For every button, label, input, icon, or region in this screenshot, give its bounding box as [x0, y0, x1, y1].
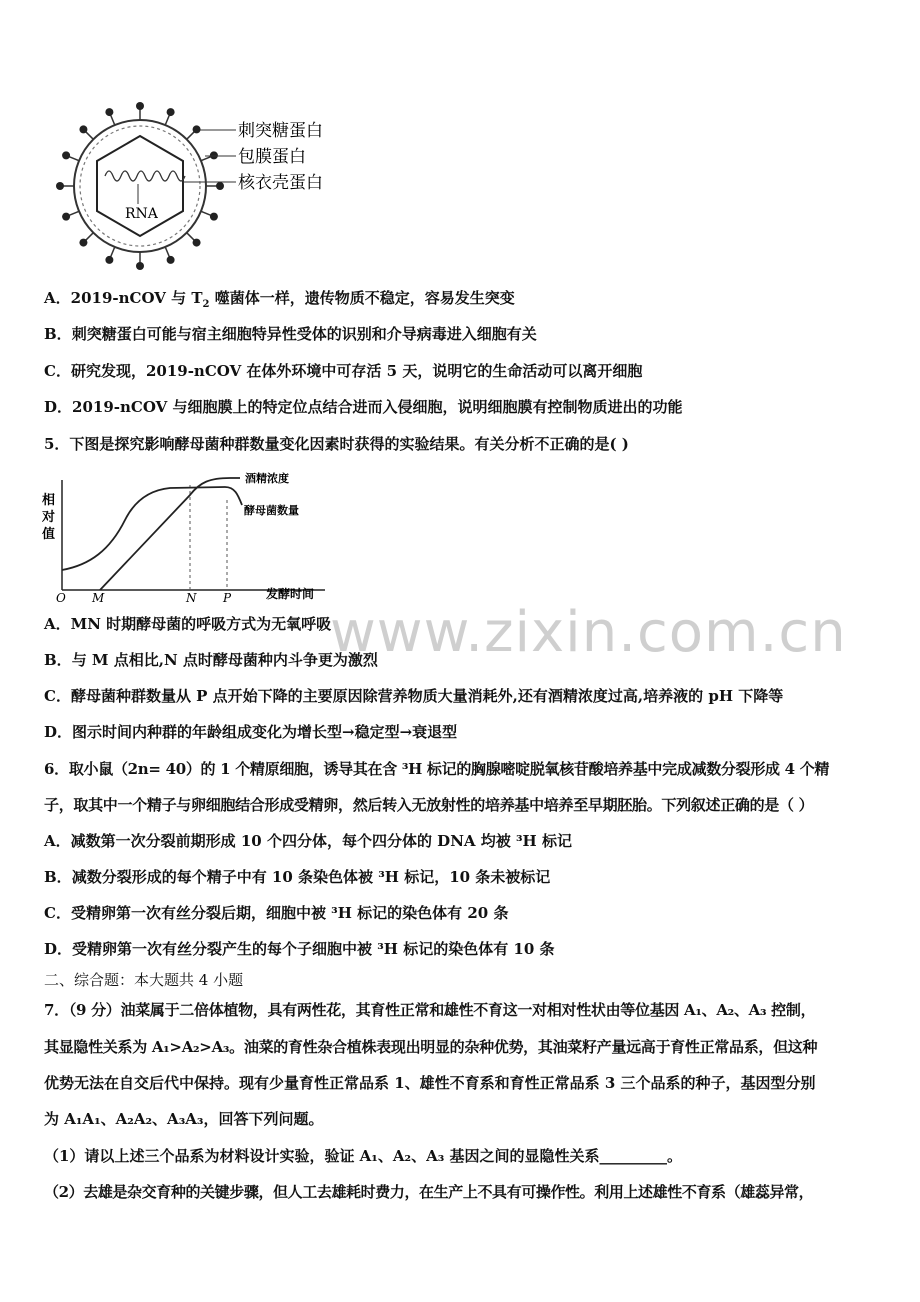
spike-head: [193, 239, 201, 247]
tick-p: P: [223, 591, 232, 605]
q4-option-c: C．研究发现，2019-nCOV 在体外环境中可存活 5 天，说明它的生命活动可以离开细胞: [44, 362, 643, 380]
q5-option-d: D．图示时间内种群的年龄组成变化为增长型→稳定型→衰退型: [44, 723, 458, 741]
q7-subquestion-1: （1）请以上述三个品系为材料设计实验，验证 A₁、A₂、A₃ 基因之间的显隐性关系_________。: [44, 1147, 683, 1165]
q6-option-b: B．减数分裂形成的每个精子中有 10 条染色体被 ³H 标记，10 条未被标记: [44, 868, 551, 886]
spike-head: [105, 108, 113, 116]
y-label-2: 对: [42, 510, 56, 525]
spike-head: [136, 262, 144, 270]
spike-head: [210, 213, 218, 221]
series-alcohol: [100, 478, 240, 590]
spike-head: [193, 125, 201, 133]
tick-m: M: [92, 591, 105, 605]
legend-yeast: 酵母菌数量: [244, 504, 299, 517]
q6-option-a: A．减数第一次分裂前期形成 10 个四分体，每个四分体的 DNA 均被 ³H 标记: [44, 832, 572, 850]
rna-coil: [105, 171, 185, 181]
q6-option-d: D．受精卵第一次有丝分裂产生的每个子细胞中被 ³H 标记的染色体有 10 条: [44, 940, 555, 958]
q5-stem: 5．下图是探究影响酵母菌种群数量变化因素时获得的实验结果。有关分析不正确的是( ): [44, 435, 629, 453]
spike-head: [216, 182, 224, 190]
watermark: www.zixin.com.cn: [330, 600, 847, 665]
spike-glycoproteins: [56, 102, 224, 270]
label-nucleocapsid-protein: 核衣壳蛋白: [238, 173, 323, 193]
virus-envelope: [74, 120, 206, 252]
tick-o: O: [56, 591, 66, 605]
label-envelope-protein: 包膜蛋白: [238, 147, 306, 167]
x-label: 发酵时间: [266, 587, 315, 601]
tick-n: N: [186, 591, 197, 605]
q4-option-d: D．2019-nCOV 与细胞膜上的特定位点结合进而入侵细胞，说明细胞膜有控制物质进出的功能: [44, 398, 683, 416]
series-yeast-count: [62, 487, 242, 570]
spike-head: [79, 239, 87, 247]
q5-option-a: A．MN 时期酵母菌的呼吸方式为无氧呼吸: [44, 615, 332, 633]
spike-head: [79, 125, 87, 133]
q7-line-2: 其显隐性关系为 A₁>A₂>A₃。油菜的育性杂合植株表现出明显的杂种优势，其油菜籽产量远高于育性正常品系，但这种: [44, 1038, 818, 1056]
spike-head: [167, 256, 175, 264]
label-spike-glycoprotein: 刺突糖蛋白: [238, 121, 323, 141]
q5-option-c: C．酵母菌种群数量从 P 点开始下降的主要原因除营养物质大量消耗外,还有酒精浓度过高,培养液的 pH 下降等: [44, 687, 784, 705]
spike-head: [167, 108, 175, 116]
y-label-1: 相: [42, 493, 56, 508]
q4-option-a: A．2019-nCOV 与 $T_2$ 噬菌体一样，遗传物质不稳定，容易发生突变: [44, 289, 515, 310]
q6-stem-2: 子，取其中一个精子与卵细胞结合形成受精卵，然后转入无放射性的培养基中培养至早期胚胎。下列叙述正确的是（ ）: [44, 796, 814, 814]
fermentation-chart: [40, 460, 340, 605]
q4-option-b: B．刺突糖蛋白可能与宿主细胞特异性受体的识别和介导病毒进入细胞有关: [44, 325, 537, 343]
q6-stem-1: 6．取小鼠（2n= 40）的 1 个精原细胞，诱导其在含 ³H 标记的胸腺嘧啶脱氧核苷酸培养基中完成减数分裂形成 4 个精: [44, 760, 830, 778]
q7-line-4: 为 A₁A₁、A₂A₂、A₃A₃，回答下列问题。: [44, 1110, 324, 1128]
q6-option-c: C．受精卵第一次有丝分裂后期，细胞中被 ³H 标记的染色体有 20 条: [44, 904, 509, 922]
q7-line-1: 7．（9 分）油菜属于二倍体植物，具有两性花，其育性正常和雄性不育这一对相对性状由等位基因 A₁、A₂、A₃ 控制，: [44, 1001, 816, 1019]
spike-head: [136, 102, 144, 110]
spike-head: [210, 151, 218, 159]
q5-option-b: B．与 M 点相比,N 点时酵母菌种内斗争更为激烈: [44, 651, 378, 669]
q7-subquestion-2: （2）去雄是杂交育种的关键步骤，但人工去雄耗时费力，在生产上不具有可操作性。利用上述雄性不育系（雄蕊异常，: [44, 1183, 814, 1201]
spike-head: [56, 182, 64, 190]
q7-line-3: 优势无法在自交后代中保持。现有少量育性正常品系 1、雄性不育系和育性正常品系 3 三个品系的种子，基因型分别: [44, 1074, 816, 1092]
section-2-heading: 二、综合题：本大题共 4 小题: [44, 971, 244, 989]
legend-alcohol: 酒精浓度: [245, 472, 289, 485]
virus-structure-diagram: [50, 96, 350, 276]
spike-head: [105, 256, 113, 264]
y-label-3: 值: [42, 527, 56, 542]
spike-head: [62, 213, 70, 221]
rna-label: RNA: [125, 206, 158, 222]
spike-head: [62, 151, 70, 159]
